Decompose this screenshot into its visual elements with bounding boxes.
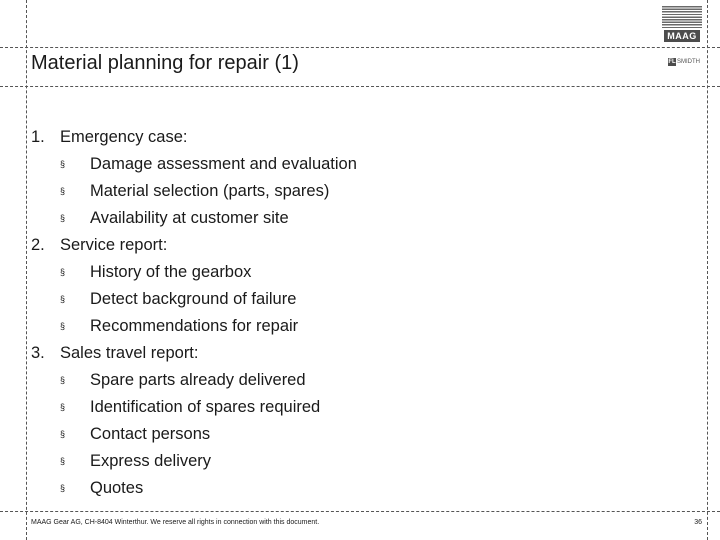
header-guide-line bbox=[0, 86, 720, 87]
list-item-text: Damage assessment and evaluation bbox=[90, 155, 357, 173]
top-guide-line bbox=[0, 47, 720, 48]
bullet-icon: § bbox=[60, 186, 66, 196]
list-item bbox=[31, 448, 591, 475]
bullet-icon: § bbox=[60, 213, 66, 223]
maag-logo bbox=[660, 6, 704, 68]
bullet-icon: § bbox=[60, 429, 66, 439]
list-item-text: Detect background of failure bbox=[90, 290, 297, 308]
bullet-icon: § bbox=[60, 483, 66, 493]
logo-sub-word: SMIDTH bbox=[677, 59, 700, 65]
section-heading bbox=[31, 340, 591, 367]
list-item-text: History of the gearbox bbox=[90, 263, 252, 281]
bullet-icon: § bbox=[60, 159, 66, 169]
list-item bbox=[31, 394, 591, 421]
section-label: Sales travel report: bbox=[60, 344, 199, 362]
bullet-icon: § bbox=[60, 294, 66, 304]
bullet-icon: § bbox=[60, 267, 66, 277]
section-heading bbox=[31, 124, 591, 151]
list-item bbox=[31, 151, 591, 178]
logo-sub-tag: FL bbox=[668, 59, 676, 65]
page-number: 36 bbox=[694, 519, 702, 526]
list-item-text: Contact persons bbox=[90, 425, 211, 443]
list-item-text: Spare parts already delivered bbox=[90, 371, 306, 389]
list-item bbox=[31, 286, 591, 313]
bullet-icon: § bbox=[60, 375, 66, 385]
right-guide-line bbox=[707, 0, 708, 540]
list-item-text: Identification of spares required bbox=[90, 398, 321, 416]
list-item bbox=[31, 421, 591, 448]
list-item bbox=[31, 313, 591, 340]
slide-content bbox=[31, 124, 591, 502]
list-item bbox=[31, 259, 591, 286]
slide-title: Material planning for repair (1) bbox=[31, 52, 299, 74]
footer-copyright: MAAG Gear AG, CH-8404 Winterthur. We reserve all rights in connection with this document. bbox=[31, 519, 320, 526]
section-heading bbox=[31, 232, 591, 259]
section-label: Service report: bbox=[60, 236, 168, 254]
logo-wordmark: MAAG bbox=[664, 30, 700, 42]
section-number: 3. bbox=[31, 344, 45, 362]
section-number: 2. bbox=[31, 236, 45, 254]
list-item-text: Express delivery bbox=[90, 452, 212, 470]
section-number: 1. bbox=[31, 128, 45, 146]
list-item-text: Availability at customer site bbox=[90, 209, 289, 227]
logo-stripes-icon bbox=[662, 6, 702, 28]
list-item-text: Quotes bbox=[90, 479, 144, 497]
list-item-text: Material selection (parts, spares) bbox=[90, 182, 330, 200]
bullet-icon: § bbox=[60, 402, 66, 412]
list-item bbox=[31, 367, 591, 394]
list-item-text: Recommendations for repair bbox=[90, 317, 299, 335]
logo-subbrand bbox=[668, 58, 702, 67]
list-item bbox=[31, 178, 591, 205]
bottom-guide-line bbox=[0, 511, 720, 512]
bullet-icon: § bbox=[60, 456, 66, 466]
section-label: Emergency case: bbox=[60, 128, 188, 146]
list-item bbox=[31, 475, 591, 502]
list-item bbox=[31, 205, 591, 232]
left-guide-line bbox=[26, 0, 27, 540]
bullet-icon: § bbox=[60, 321, 66, 331]
